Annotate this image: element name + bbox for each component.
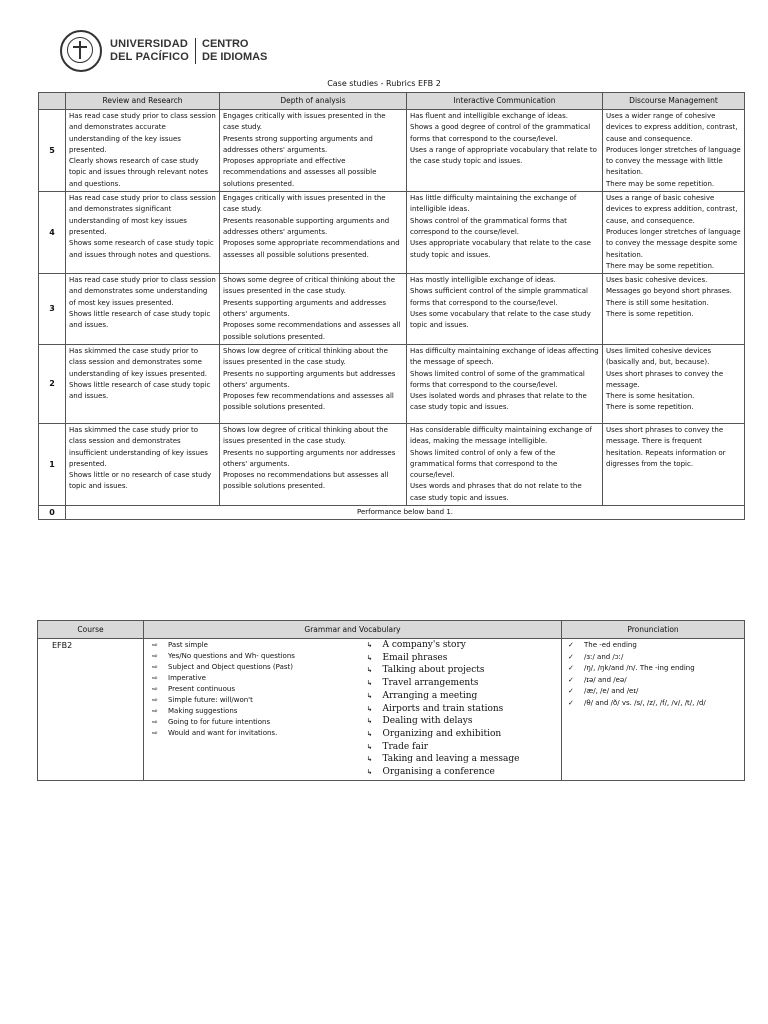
- bullet-icon: ↳: [366, 653, 373, 662]
- criterion-text: Shows limited control of some of the grammatical forms that correspond to the course/level.: [410, 369, 585, 389]
- course-header-row: [38, 621, 745, 639]
- criterion-text: Shows some research of case study topic and issues through notes and questions.: [69, 239, 214, 259]
- criterion-text: There is some repetition.: [606, 403, 694, 412]
- criterion-text: Uses isolated words and phrases that relate to the case study topic and issues.: [410, 392, 587, 412]
- criterion-text: Engages critically with issues presented in the case study.: [223, 112, 386, 132]
- discourse-management-cell: [603, 192, 745, 274]
- vocabulary-item: [359, 703, 559, 716]
- rubric-header-row: [39, 93, 745, 110]
- criterion-text: Clearly shows research of case study topic and issues through relevant notes and questions.: [69, 157, 209, 188]
- pronunciation-item-text: /ŋ/, /ŋk/and /n/. The -ing ending: [584, 664, 695, 672]
- criterion-text: Uses words and phrases that do not relate to the case study topic and issues.: [410, 482, 582, 502]
- bullet-icon: ↳: [366, 691, 373, 700]
- band-number: 4: [39, 192, 66, 274]
- pronunciation-item: [565, 698, 741, 710]
- depth-analysis-cell: [220, 192, 407, 274]
- band-number: 3: [39, 274, 66, 345]
- criterion-text: Uses some vocabulary that relate to the case study topic and issues.: [410, 310, 591, 330]
- criterion-text: Shows limited control of only a few of the grammatical forms that correspond to the course/level.: [410, 448, 558, 480]
- bullet-icon: ✓: [568, 641, 574, 649]
- criterion-text: Presents no supporting arguments nor addresses others' arguments.: [223, 448, 396, 468]
- grammar-item: [147, 695, 353, 706]
- vocabulary-item-text: A company's story: [382, 640, 466, 650]
- course-header-grammar-vocabulary: Grammar and Vocabulary: [144, 621, 562, 639]
- criterion-text: Produces longer stretches of language to convey the message despite some hesitation.: [606, 227, 741, 259]
- criterion-text: Uses a range of appropriate vocabulary that relate to the case study topic and issues.: [410, 145, 597, 166]
- depth-analysis-cell: [220, 344, 407, 423]
- bullet-icon: ⇨: [152, 718, 158, 726]
- review-research-cell: [66, 110, 220, 192]
- course-code: EFB2: [38, 639, 144, 781]
- criterion-text: Presents reasonable supporting arguments and addresses others' arguments.: [223, 216, 390, 236]
- pronunciation-item: [565, 686, 741, 698]
- vocabulary-item-text: Airports and train stations: [382, 703, 504, 714]
- vocabulary-item: [359, 741, 559, 754]
- pronunciation-item-text: /θ/ and /ð/ vs. /s/, /z/, /f/, /v/, /t/, /d/: [584, 698, 706, 707]
- bullet-icon: ↳: [366, 755, 373, 764]
- rubric-header-review: Review and Research: [66, 93, 220, 110]
- criterion-text: Has read case study prior to class session and demonstrates significant understanding of most key issues presented.: [69, 194, 216, 236]
- grammar-item-text: Present continuous: [168, 685, 235, 693]
- bullet-icon: ⇨: [152, 707, 158, 715]
- rubric-header-discourse: Discourse Management: [603, 93, 745, 110]
- criterion-text: Proposes few recommendations and assesses all possible solutions presented.: [223, 392, 394, 412]
- discourse-management-cell: [603, 423, 745, 505]
- pronunciation-item-text: /ɜː/ and /ɔː/: [584, 652, 624, 661]
- grammar-item: [147, 706, 353, 717]
- criterion-text: Has difficulty maintaining exchange of ideas affecting the message of speech.: [410, 346, 599, 367]
- rubric-row-0: [39, 506, 745, 520]
- discourse-management-cell: [603, 344, 745, 423]
- pronunciation-list: [565, 640, 741, 709]
- rubric-header-band: [39, 93, 66, 110]
- criterion-text: Shows little research of case study topic and issues.: [69, 380, 211, 401]
- bullet-icon: ⇨: [152, 641, 158, 649]
- criterion-text: Has skimmed the case study prior to class session and demonstrates insufficient understanding of key issues presented.: [69, 425, 208, 468]
- criterion-text: There is some hesitation.: [606, 392, 695, 401]
- bullet-icon: ✓: [568, 687, 574, 695]
- pronunciation-item: [565, 675, 741, 687]
- criterion-text: Presents supporting arguments and addresses others' arguments.: [223, 298, 387, 319]
- pronunciation-item: [565, 663, 741, 675]
- rubric-table: [38, 92, 745, 520]
- bullet-icon: ↳: [366, 768, 373, 777]
- criterion-text: Has fluent and intelligible exchange of ideas.: [410, 112, 568, 120]
- grammar-item-text: Making suggestions: [168, 707, 238, 715]
- criterion-text: Has considerable difficulty maintaining exchange of ideas, making the message intelligible.: [410, 425, 592, 446]
- criterion-text: Has read case study prior to class session and demonstrates accurate understanding of the key issues presented.: [69, 112, 216, 154]
- bullet-icon: ↳: [366, 717, 373, 726]
- criterion-text: Proposes some recommendations and assesses all possible solutions presented.: [223, 321, 401, 341]
- grammar-item: [147, 640, 353, 651]
- grammar-item-text: Going to for future intentions: [168, 718, 271, 726]
- rubric-row-4: [39, 192, 745, 274]
- grammar-item-text: Subject and Object questions (Past): [168, 663, 293, 671]
- bullet-icon: ✓: [568, 698, 574, 707]
- criterion-text: Uses basic cohesive devices.: [606, 276, 708, 285]
- bullet-icon: ⇨: [152, 696, 158, 704]
- criterion-text: There is still some hesitation.: [606, 298, 709, 307]
- vocabulary-item-text: Talking about projects: [382, 665, 485, 676]
- criterion-text: Proposes some appropriate recommendations and assesses all possible solutions presented.: [223, 239, 400, 259]
- criterion-text: Presents no supporting arguments but addresses others' arguments.: [223, 369, 396, 389]
- bullet-icon: ✓: [568, 652, 574, 661]
- pronunciation-item: [565, 652, 741, 664]
- grammar-item-text: Yes/No questions and Wh- questions: [168, 652, 295, 660]
- grammar-item: [147, 728, 353, 739]
- criterion-text: Shows little research of case study topic and issues.: [69, 310, 211, 330]
- bullet-icon: ↳: [366, 666, 373, 675]
- vocabulary-item-text: Dealing with delays: [382, 716, 473, 727]
- discourse-management-cell: [603, 274, 745, 345]
- criterion-text: Shows control of the grammatical forms that correspond to the course/level.: [410, 216, 567, 236]
- vocabulary-item-text: Organising a conference: [382, 767, 495, 778]
- interactive-communication-cell: [407, 344, 603, 423]
- depth-analysis-cell: [220, 110, 407, 192]
- criterion-text: Presents strong supporting arguments and addresses others' arguments.: [223, 134, 373, 154]
- band-number: 1: [39, 423, 66, 505]
- grammar-item: [147, 673, 353, 684]
- bullet-icon: ⇨: [152, 685, 158, 693]
- rubric-header-depth: Depth of analysis: [220, 93, 407, 110]
- criterion-text: Uses short phrases to convey the message. There is frequent hesitation. Repeats information or digresses from the topic.: [606, 425, 726, 468]
- bullet-icon: ⇨: [152, 674, 158, 682]
- review-research-cell: [66, 344, 220, 423]
- vocabulary-item: [359, 639, 559, 652]
- criterion-text: Shows little or no research of case study topic and issues.: [69, 471, 212, 491]
- band-number: 0: [39, 506, 66, 520]
- performance-below-text: Performance below band 1.: [66, 506, 745, 520]
- university-logo: [56, 24, 274, 78]
- document-title: Case studies - Rubrics EFB 2: [327, 79, 441, 88]
- criterion-text: There is some repetition.: [606, 310, 694, 319]
- bullet-icon: ↳: [366, 704, 373, 713]
- criterion-text: Has mostly intelligible exchange of ideas.: [410, 276, 556, 285]
- bullet-icon: ↳: [366, 679, 373, 688]
- grammar-item: [147, 651, 353, 662]
- vocabulary-item: [359, 652, 559, 665]
- university-seal-icon: [60, 30, 102, 72]
- vocabulary-item-text: Travel arrangements: [382, 678, 479, 689]
- criterion-text: Uses appropriate vocabulary that relate to the case study topic and issues.: [410, 239, 591, 259]
- criterion-text: Shows sufficient control of the simple grammatical forms that correspond to the course/level.: [410, 287, 588, 307]
- criterion-text: Shows some degree of critical thinking about the issues presented in the case study.: [223, 276, 396, 296]
- rubric-row-2: [39, 344, 745, 423]
- criterion-text: There may be some repetition.: [606, 261, 715, 270]
- pronunciation-item-text: The -ed ending: [584, 641, 637, 649]
- review-research-cell: [66, 274, 220, 345]
- course-table: [37, 620, 745, 781]
- interactive-communication-cell: [407, 192, 603, 274]
- criterion-text: Messages go beyond short phrases.: [606, 287, 732, 296]
- depth-analysis-cell: [220, 423, 407, 505]
- pronunciation-item-text: /æ/, /e/ and /eɪ/: [584, 687, 639, 695]
- vocabulary-item: [359, 677, 559, 690]
- bullet-icon: ↳: [366, 742, 373, 751]
- bullet-icon: ⇨: [152, 652, 158, 660]
- course-row: [38, 639, 745, 781]
- criterion-text: Shows a good degree of control of the grammatical forms that correspond to the course/level.: [410, 123, 591, 143]
- grammar-item: [147, 662, 353, 673]
- bullet-icon: ✓: [568, 675, 574, 684]
- criterion-text: Proposes appropriate and effective recommendations and assesses all possible solutions presented.: [223, 157, 377, 188]
- grammar-item: [147, 717, 353, 728]
- pronunciation-item: [565, 640, 741, 652]
- criterion-text: Uses a range of basic cohesive devices to express addition, contrast, cause, and consequence.: [606, 194, 738, 225]
- vocabulary-item-text: Arranging a meeting: [382, 690, 478, 701]
- bullet-icon: ↳: [366, 729, 373, 738]
- review-research-cell: [66, 423, 220, 505]
- criterion-text: Engages critically with issues presented in the case study.: [223, 194, 386, 214]
- vocabulary-item: [359, 690, 559, 703]
- interactive-communication-cell: [407, 274, 603, 345]
- review-research-cell: [66, 192, 220, 274]
- rubric-row-5: [39, 110, 745, 192]
- interactive-communication-cell: [407, 110, 603, 192]
- band-number: 5: [39, 110, 66, 192]
- interactive-communication-cell: [407, 423, 603, 505]
- rubric-header-interactive: Interactive Communication: [407, 93, 603, 110]
- criterion-text: Shows low degree of critical thinking about the issues presented in the case study.: [223, 425, 388, 446]
- criterion-text: Produces longer stretches of language to convey the message with little hesitation.: [606, 145, 741, 177]
- bullet-icon: ⇨: [152, 729, 158, 737]
- discourse-management-cell: [603, 110, 745, 192]
- criterion-text: Has skimmed the case study prior to class session and demonstrates some understanding of key issues presented.: [69, 346, 208, 378]
- vocabulary-item-text: Email phrases: [382, 652, 448, 663]
- logo-divider: [195, 38, 196, 64]
- grammar-item-text: Would and want for invitations.: [168, 729, 278, 737]
- grammar-list: [147, 640, 353, 739]
- vocabulary-item-text: Organizing and exhibition: [382, 728, 502, 739]
- criterion-text: Proposes no recommendations but assesses all possible solutions presented.: [223, 471, 389, 491]
- criterion-text: Uses a wider range of cohesive devices to express addition, contrast, cause and consequence.: [606, 112, 738, 143]
- grammar-item: [147, 684, 353, 695]
- criterion-text: Uses short phrases to convey the message.: [606, 369, 724, 389]
- course-header-pronunciation: Pronunciation: [562, 621, 745, 639]
- grammar-item-text: Simple future: will/won't: [168, 696, 253, 704]
- grammar-item-text: Imperative: [168, 674, 206, 682]
- vocabulary-item: [359, 715, 559, 728]
- criterion-text: Shows low degree of critical thinking about the issues presented in the case study.: [223, 346, 388, 367]
- bullet-icon: ⇨: [152, 663, 158, 671]
- vocabulary-item: [359, 766, 559, 779]
- vocabulary-item: [359, 664, 559, 677]
- vocabulary-item: [359, 753, 559, 766]
- vocabulary-item-text: Trade fair: [382, 741, 428, 752]
- criterion-text: Has little difficulty maintaining the exchange of intelligible ideas.: [410, 194, 577, 214]
- criterion-text: Uses limited cohesive devices (basically and, but, because).: [606, 346, 712, 367]
- criterion-text: There may be some repetition.: [606, 179, 715, 188]
- bullet-icon: ↳: [366, 641, 373, 649]
- rubric-row-1: [39, 423, 745, 505]
- criterion-text: Has read case study prior to class session and demonstrates some understanding of most key issues presented.: [69, 276, 216, 307]
- bullet-icon: ✓: [568, 664, 574, 672]
- pronunciation-item-text: /ɪə/ and /eə/: [584, 675, 627, 684]
- course-header-course: Course: [38, 621, 144, 639]
- grammar-item-text: Past simple: [168, 641, 208, 649]
- vocabulary-list: [359, 639, 559, 779]
- logo-center-name: CENTRO DE IDIOMAS: [202, 38, 268, 63]
- depth-analysis-cell: [220, 274, 407, 345]
- rubric-row-3: [39, 274, 745, 345]
- vocabulary-item: [359, 728, 559, 741]
- logo-university-name: UNIVERSIDAD DEL PACÍFICO: [110, 38, 189, 63]
- vocabulary-item-text: Taking and leaving a message: [382, 754, 520, 765]
- band-number: 2: [39, 344, 66, 423]
